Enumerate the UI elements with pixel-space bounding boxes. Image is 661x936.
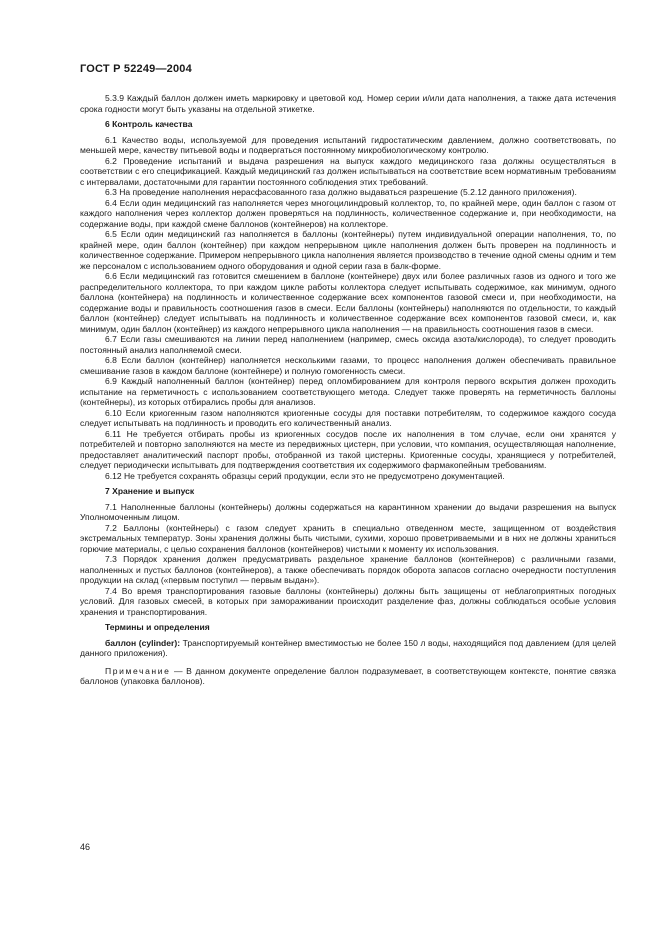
standard-header: ГОСТ Р 52249—2004 — [80, 63, 192, 75]
paragraph-6-10: 6.10 Если криогенным газом наполняются криогенные сосуды для поставки потребителям, то содержимое каждого сосуда следует испытывать на подлинность и проводить его количественный анализ. — [80, 407, 616, 428]
paragraph-6-6: 6.6 Если медицинский газ готовится смешением в баллоне (контейнере) двух или более различных газов из одного и того же распределительного коллектора, то при каждом цикле работы коллектора следует испытывать содержимое, как минимум, одного баллона (контейнера) на подлинность и количественное содержание всех компонентов газовой смеси и, при необходимости, на содержание воды и правильность соотношения газов в смеси. Если баллоны (контейнеры) наполняются по отдельности, то каждый баллон (контейнер) следует испытывать на подлинность и количественное содержание всех компонентов газовой смеси, и, как минимум, один баллон (контейнер) из каждого непрерывного цикла наполнения — на правильность соотношения газов в смеси. — [80, 271, 616, 334]
paragraph-6-12: 6.12 Не требуется сохранять образцы серий продукции, если это не предусмотрено документацией. — [105, 470, 505, 481]
page-number: 46 — [80, 842, 91, 852]
term-note — [80, 666, 616, 687]
section-7-heading: 7 Хранение и выпуск — [105, 486, 195, 496]
paragraph-7-3: 7.3 Порядок хранения должен предусматривать раздельное хранение баллонов (контейнеров) с различными газами, наполненных и пустых баллонов (контейнеров), а также обеспечивать порядок оборота запасов согласно очередности поступления продукции на склад («первым поступил — первым выдан»). — [80, 554, 616, 585]
paragraph-7-1: 7.1 Наполненные баллоны (контейнеры) должны содержаться на карантинном хранении до выдачи разрешения на выпуск Уполномоченным лицом. — [80, 501, 616, 522]
paragraph-6-5: 6.5 Если один медицинский газ наполняется в баллоны (контейнеры) путем индивидуальной операции наполнения, то, по крайней мере, один баллон (контейнер) при каждом непрерывном цикле наполнения должен быть проверен на подлинность и количественное содержание. Примером непрерывного цикла наполнения является производство в течение одной смены одним и тем же персоналом с использованием одного оборудования и одной серии газа в балк-форме. — [80, 229, 616, 271]
term-name: баллон (cylinder): — [105, 637, 181, 648]
note-text: — В данном документе определение баллон подразумевает, в соответствующем контексте, понятие связка баллонов (упаковка баллонов). — [80, 665, 616, 686]
paragraph-6-9: 6.9 Каждый наполненный баллон (контейнер) перед опломбированием для контроля первого вскрытия должен проходить испытание на герметичность с использованием соответствующего метода. Следует также проверять на герметичность баллоны (контейнеры), из которых отбирались пробы для анализов. — [80, 376, 616, 407]
paragraph-6-11: 6.11 Не требуется отбирать пробы из криогенных сосудов после их наполнения в том случае, если они хранятся у потребителей и повторно заполняются на месте из передвижных цистерн, при условии, что компания, осуществляющая наполнение, предоставляет аналитический паспорт пробы, отобранной из такой цистерны. Криогенные сосуды, хранящиеся у потребителей, следует периодически испытывать для подтверждения соответствия их содержимого фармакопейным требованиям. — [80, 428, 616, 470]
paragraph-6-7: 6.7 Если газы смешиваются на линии перед наполнением (например, смесь оксида азота/кислорода), то следует проводить постоянный анализ наполняемой смеси. — [80, 334, 616, 355]
term-cylinder — [80, 638, 616, 659]
paragraph-7-2: 7.2 Баллоны (контейнеры) с газом следует хранить в специально отведенном месте, защищенном от воздействия экстремальных температур. Зоны хранения должны быть чистыми, сухими, хорошо проветриваемыми и в них не должны храниться горючие материалы, с целью сохранения баллонов (контейнеров) чистыми к моменту их использования. — [80, 522, 616, 554]
paragraph-6-3: 6.3 На проведение наполнения нерасфасованного газа должно выдаваться разрешение (5.2.12 данного приложения). — [105, 187, 577, 197]
note-label: Примечание — [105, 665, 171, 676]
paragraph-7-4: 7.4 Во время транспортирования газовые баллоны (контейнеры) должны быть защищены от неблагоприятных погодных условий. Для газовых смесей, в которых при замораживании происходит разделение фаз, должны соблюдаться особые условия хранения и транспортирования. — [80, 585, 616, 617]
paragraph-5-3-9: 5.3.9 Каждый баллон должен иметь маркировку и цветовой код. Номер серии и/или дата наполнения, а также дата истечения срока годности могут быть указаны на отдельной этикетке. — [80, 93, 616, 114]
document-body — [80, 93, 616, 687]
paragraph-6-1: 6.1 Качество воды, используемой для проведения испытаний гидростатическим давлением, должно соответствовать, по меньшей мере, качеству питьевой воды и подвергаться постоянному микробиологическому контролю. — [80, 134, 616, 155]
section-6-heading: 6 Контроль качества — [105, 119, 193, 129]
terms-heading: Термины и определения — [105, 622, 210, 632]
term-definition: Транспортируемый контейнер вместимостью не более 150 л воды, находящийся под давлением (для целей данного приложения). — [80, 637, 617, 658]
paragraph-6-4: 6.4 Если один медицинский газ наполняется через многоцилиндровый коллектор, то, по крайней мере, один баллон с газом от каждого наполнения через коллектор должен проверяться на подлинность, количественное содержание и, при необходимости, на содержание воды, при каждой смене баллонов (контейнеров) на коллекторе. — [80, 197, 616, 229]
paragraph-6-2: 6.2 Проведение испытаний и выдача разрешения на выпуск каждого медицинского газа должны осуществляться в соответствии с его спецификацией. Каждый медицинский газ должен испытываться на соответствие всем нормативным требованиям с интервалами, достаточными для гарантии постоянного соблюдения этих требований. — [80, 155, 616, 187]
paragraph-6-8: 6.8 Если баллон (контейнер) наполняется несколькими газами, то процесс наполнения должен обеспечивать правильное смешивание газов в каждом баллоне (контейнере) и полную гомогенность смеси. — [80, 355, 616, 376]
